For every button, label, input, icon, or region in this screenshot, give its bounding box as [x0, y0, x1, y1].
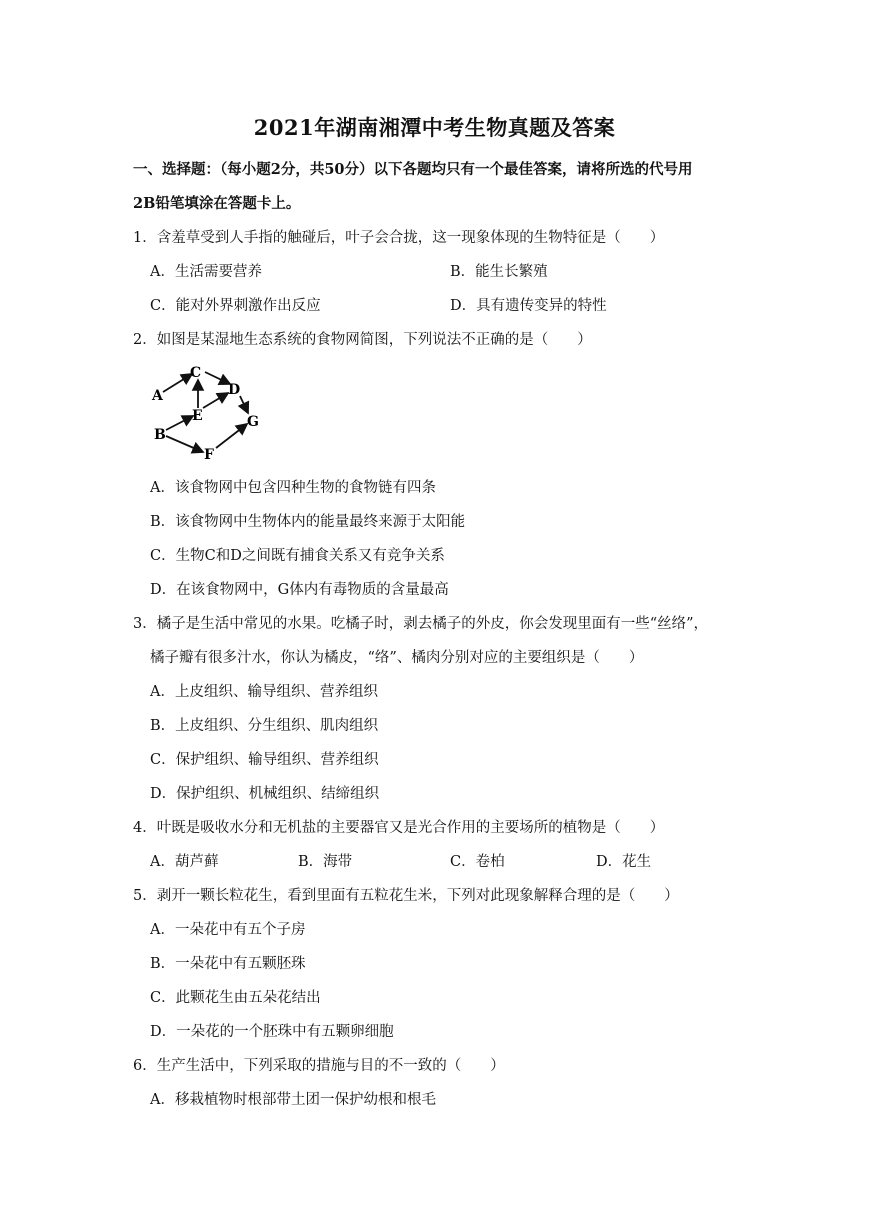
question-1-option-d: D．具有遗传变异的特性 [450, 298, 607, 314]
question-5-option-b: B．一朵花中有五颗胚珠 [150, 956, 306, 972]
question-2-option-b: B．该食物网中生物体内的能量最终来源于太阳能 [150, 514, 466, 530]
question-2-stem: 2．如图是某湿地生态系统的食物网简图，下列说法不正确的是（ ） [133, 332, 592, 348]
question-6-stem: 6．生产生活中，下列采取的措施与目的不一致的（ ） [133, 1058, 505, 1074]
node-d-label: D [228, 382, 241, 398]
node-c-label: C [190, 365, 202, 381]
question-5-option-d: D．一朵花的一个胚珠中有五颗卵细胞 [150, 1024, 394, 1040]
question-4-option-b: B．海带 [298, 854, 353, 870]
edge-a-c [163, 374, 192, 392]
question-3-option-b: B．上皮组织、分生组织、肌肉组织 [150, 718, 379, 734]
question-5-option-a: A．一朵花中有五个子房 [150, 922, 306, 938]
edge-b-e [166, 416, 193, 430]
question-3-option-a: A．上皮组织、输导组织、营养组织 [150, 684, 378, 700]
edge-b-f [166, 436, 203, 452]
food-web-diagram [148, 358, 268, 464]
edge-d-g [240, 396, 248, 413]
question-2-option-d: D．在该食物网中，G体内有毒物质的含量最高 [150, 582, 449, 598]
question-4-option-d: D．花生 [596, 854, 652, 870]
node-g-label: G [247, 414, 259, 430]
edge-e-d [203, 393, 228, 408]
question-2-option-c: C．生物C和D之间既有捕食关系又有竞争关系 [150, 548, 445, 564]
node-f-label: F [204, 447, 214, 463]
node-e-label: E [192, 408, 203, 424]
question-3-option-c: C．保护组织、输导组织、营养组织 [150, 752, 379, 768]
question-3-stem-line1: 3．橘子是生活中常见的水果。吃橘子时，剥去橘子的外皮，你会发现里面有一些“丝络”， [133, 616, 709, 632]
question-4-option-a: A．葫芦藓 [150, 854, 219, 870]
question-4-stem: 4．叶既是吸收水分和无机盐的主要器官又是光合作用的主要场所的植物是（ ） [133, 820, 665, 836]
node-a-label: A [152, 388, 163, 404]
edge-c-d [205, 372, 230, 384]
section-instruction-line2: 2B铅笔填涂在答题卡上。 [133, 195, 301, 212]
page-title: 2021年湖南湘潭中考生物真题及答案 [253, 115, 616, 140]
edge-f-g [216, 424, 247, 448]
question-1-option-c: C．能对外界刺激作出反应 [150, 298, 321, 314]
question-3-option-d: D．保护组织、机械组织、结缔组织 [150, 786, 380, 802]
question-4-option-c: C．卷柏 [450, 854, 505, 870]
question-1-option-a: A．生活需要营养 [150, 264, 262, 280]
question-6-option-a: A．移栽植物时根部带土团一保护幼根和根毛 [150, 1092, 436, 1108]
question-1-stem: 1．含羞草受到人手指的触碰后，叶子会合拢，这一现象体现的生物特征是（ ） [133, 230, 665, 246]
section-instruction-line1: 一、选择题：（每小题2分，共50分）以下各题均只有一个最佳答案，请将所选的代号用 [133, 161, 693, 178]
question-2-option-a: A．该食物网中包含四种生物的食物链有四条 [150, 480, 436, 496]
question-1-option-b: B．能生长繁殖 [450, 264, 548, 280]
node-b-label: B [154, 427, 166, 443]
question-5-option-c: C．此颗花生由五朵花结出 [150, 990, 321, 1006]
question-5-stem: 5．剥开一颗长粒花生，看到里面有五粒花生米，下列对此现象解释合理的是（ ） [133, 888, 679, 904]
question-3-stem-line2: 橘子瓣有很多汁水，你认为橘皮，“络”、橘肉分别对应的主要组织是（ ） [150, 650, 644, 666]
